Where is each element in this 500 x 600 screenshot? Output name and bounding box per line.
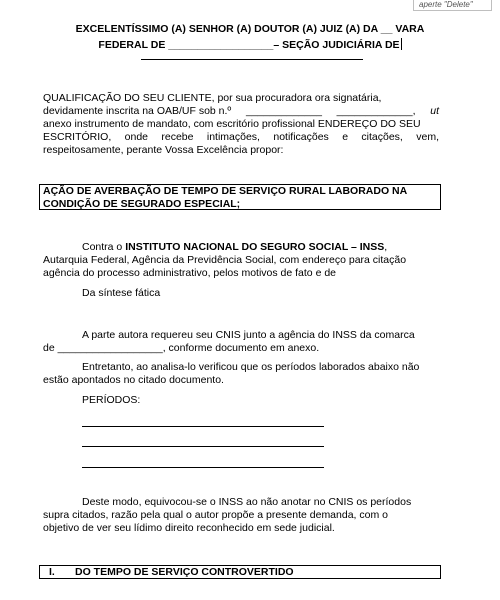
action-title-box[interactable]: [39, 184, 441, 210]
header-underline: [141, 59, 363, 60]
text-cursor: [401, 38, 402, 50]
analysis-paragraph[interactable]: [43, 361, 439, 387]
analysis-line-1: Entretanto, ao analisa-lo verificou que os períodos laborados abaixo não: [82, 361, 420, 373]
qualification-line-3: anexo instrumento de mandato, com escritório profissional ENDEREÇO DO SEU: [43, 118, 421, 130]
oab-number-blank: _____________: [246, 105, 322, 117]
action-title: AÇÃO DE AVERBAÇÃO DE TEMPO DE SERVIÇO RURAL LABORADO NA CONDIÇÃO DE SEGURADO ESPECIAL;: [43, 185, 407, 210]
defendant-paragraph[interactable]: [43, 241, 439, 280]
conclusion-line-3: objetivo de ver seu lídimo direito reconhecido em sede judicial.: [43, 522, 335, 534]
analysis-line-2: estão apontados no citado documento.: [43, 374, 224, 386]
defendant-line-2: Autarquia Federal, Agência da Previdência Social, com endereço para citação: [43, 254, 407, 266]
defendant-prefix: Contra o: [82, 241, 123, 253]
cnis-paragraph[interactable]: [43, 329, 439, 355]
oab-label: devidamente inscrita na OAB/UF sob n.º: [43, 105, 232, 117]
court-address-line-2-text: FEDERAL DE __________________– SEÇÃO JUDICIÁRIA DE: [98, 39, 400, 51]
qualification-paragraph[interactable]: [43, 92, 439, 157]
period-blank-line-3[interactable]: [82, 467, 324, 468]
court-address-line-2: [50, 38, 450, 53]
section-title: DO TEMPO DE SERVIÇO CONTROVERTIDO: [75, 566, 294, 578]
qualification-line-1: QUALIFICAÇÃO DO SEU CLIENTE, por sua procuradora ora signatária,: [43, 92, 382, 104]
defendant-line-1: [43, 241, 439, 254]
section-number: I.: [49, 566, 55, 578]
defendant-line-3: agência do processo administrativo, pelos motivos de fato e de: [43, 267, 337, 279]
qualification-line-2: [43, 105, 439, 118]
defendant-name: INSTITUTO NACIONAL DO SEGURO SOCIAL – INSS: [125, 241, 385, 253]
cnis-line-2: de __________________, conforme documento em anexo.: [43, 342, 320, 354]
period-blank-line-1[interactable]: [82, 426, 324, 427]
conclusion-paragraph[interactable]: [43, 496, 439, 535]
section-heading-1[interactable]: [39, 565, 441, 579]
delete-hint-tooltip: aperte "Delete": [413, 0, 492, 11]
synthesis-heading: Da síntese fática: [82, 287, 161, 299]
periods-label: PERÍODOS:: [82, 394, 141, 406]
period-blank-line-2[interactable]: [82, 446, 324, 447]
court-address-line-1: EXCELENTÍSSIMO (A) SENHOR (A) DOUTOR (A) JUIZ (A) DA __ VARA: [75, 23, 425, 35]
cnis-line-1: A parte autora requereu seu CNIS junto a agência do INSS da comarca: [82, 329, 415, 341]
conclusion-line-1: Deste modo, equivocou-se o INSS ao não anotar no CNIS os períodos: [82, 496, 412, 508]
ut-word: ut: [430, 105, 439, 117]
conclusion-line-2: supra citados, razão pela qual o autor propõe a presente demanda, com o: [43, 509, 388, 521]
oab-uf-blank: _____________,: [336, 105, 416, 117]
qualification-line-5: respeitosamente, perante Vossa Excelência propor:: [43, 144, 284, 156]
qualification-line-4: ESCRITÓRIO, onde recebe intimações, notificações e citações, vem,: [43, 131, 439, 143]
defendant-comma: ,: [384, 241, 388, 253]
